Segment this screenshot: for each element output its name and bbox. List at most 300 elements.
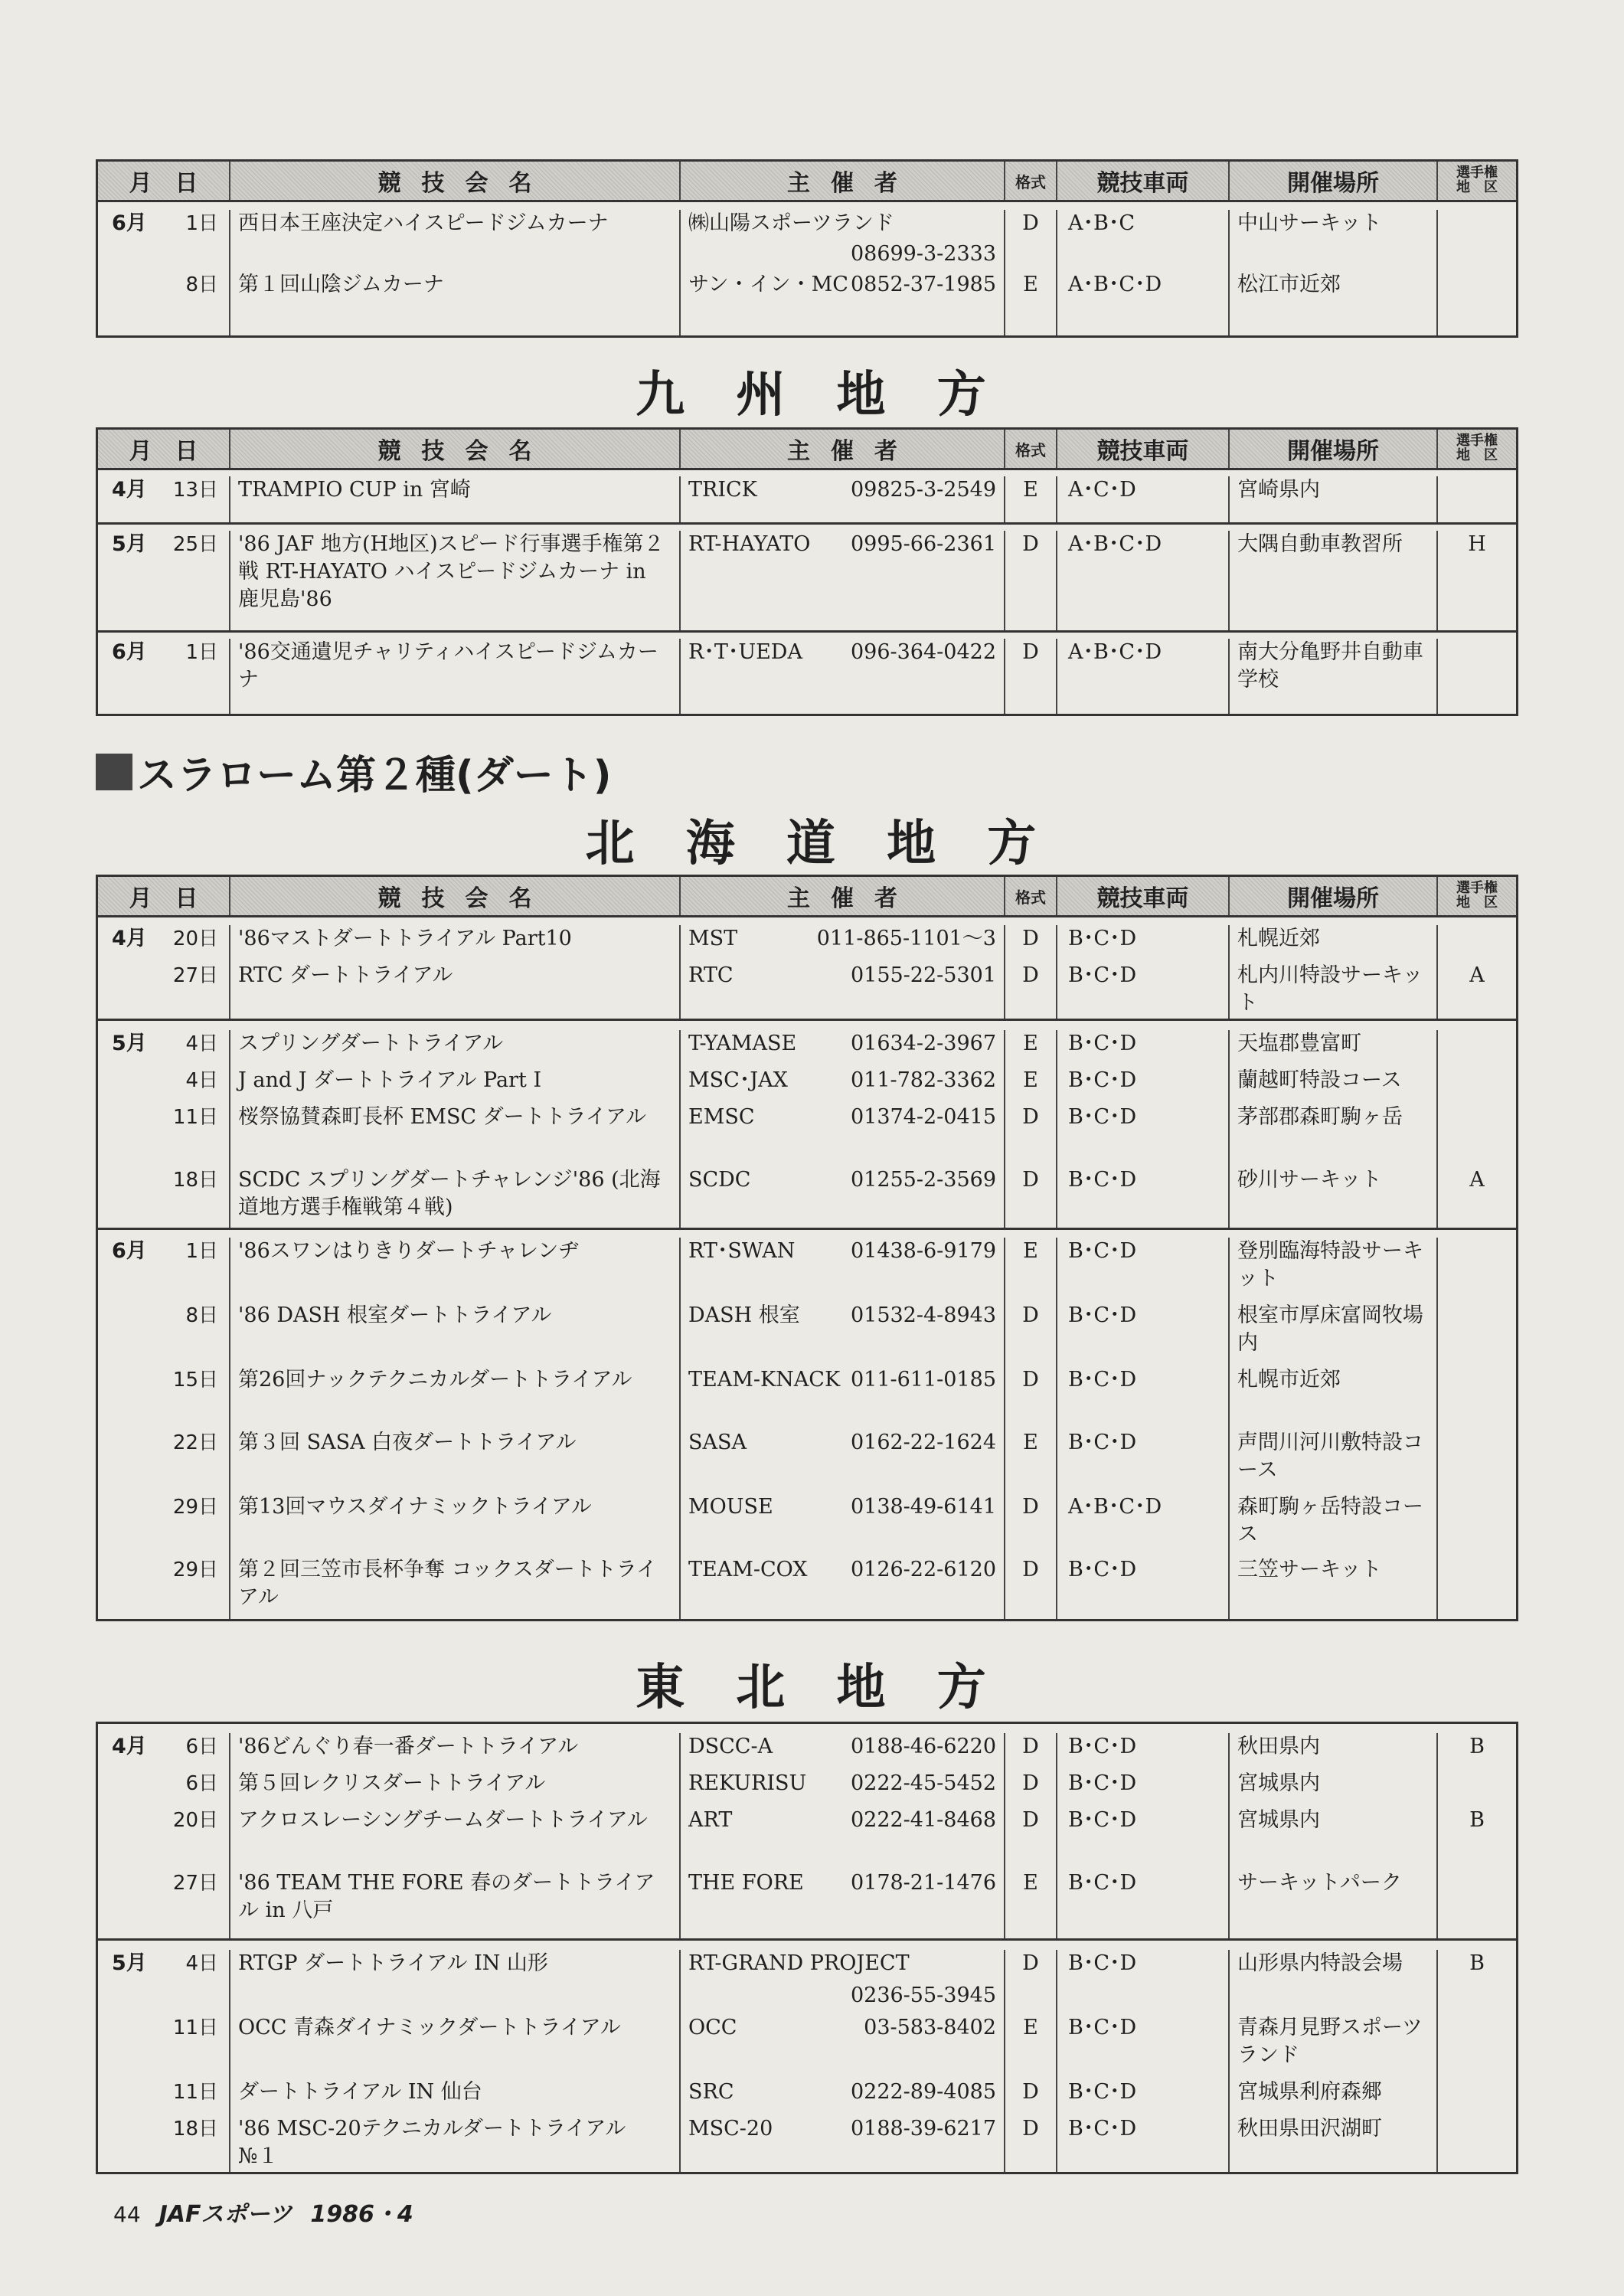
organizer-cell [681,962,1005,1019]
header-vehicles: 競技車両 [1057,877,1230,915]
organizer-phone: 03-583-8402 [864,2016,996,2039]
day-label: 20日 [172,1809,218,1832]
venue-cell: 登別臨海特設サーキット [1230,1238,1438,1302]
table-row [98,1493,1516,1556]
organizer-name: TRICK [688,478,757,502]
month-label: 6月 [112,640,147,664]
organizer-name: TEAM-COX [688,1558,808,1581]
organizer-phone: 0852-37-1985 [850,273,996,296]
table-header [98,162,1516,202]
organizer-name: T-YAMASE [688,1032,797,1055]
day-label: 11日 [172,2016,218,2039]
magazine-name: JAFスポーツ [158,2201,292,2228]
date-cell [98,2079,230,2115]
organizer-name: RT-GRAND PROJECT [688,1951,910,1975]
organizer-phone: 0236-55-3945 [850,1984,996,2007]
event-name: '86 TEAM THE FORE 春のダートトライアル in 八戸 [230,1869,681,1938]
event-name: RTC ダートトライアル [230,962,681,1019]
venue-cell: 松江市近郊 [1230,271,1438,335]
organizer-cell [681,531,1005,630]
event-name: OCC 青森ダイナミックダートトライアル [230,2014,681,2079]
table-row [98,1166,1516,1228]
event-name: 第13回マウスダイナミックトライアル [230,1493,681,1556]
organizer-cell [681,1238,1005,1302]
organizer-phone: 01634-2-3967 [850,1032,996,1055]
organizer-cell [681,1302,1005,1366]
vehicles-cell: B･C･D [1057,1556,1230,1619]
header-organizer: 主催者 [681,430,1005,468]
month-label: 4月 [112,1735,147,1758]
vehicles-cell: A･B･C･D [1057,271,1230,335]
venue-cell: 山形県内特設会場 [1230,1950,1438,2014]
month-group [98,1724,1516,1941]
format-cell: D [1005,1950,1057,2014]
venue-cell: 中山サーキット [1230,210,1438,271]
organizer-cell [681,1770,1005,1807]
organizer-phone: 08699-3-2333 [850,242,996,266]
region-cell [1438,2115,1516,2172]
organizer-phone: 0178-21-1476 [850,1871,996,1895]
month-group [98,1941,1516,2172]
table-row [98,1238,1516,1302]
organizer-cell [681,1166,1005,1228]
organizer-name: TEAM-KNACK [688,1368,841,1392]
month-group [98,633,1516,714]
table-row [98,2014,1516,2079]
header-date: 月 日 [98,877,230,915]
format-cell: E [1005,1030,1057,1067]
header-region: 選手権 地 区 [1456,880,1498,911]
region-cell [1438,639,1516,714]
day-label: 1日 [185,641,218,664]
header-format: 格式 [1005,430,1057,468]
date-cell [98,1104,230,1166]
venue-cell: 青森月見野スポーツランド [1230,2014,1438,2079]
format-cell: E [1005,1067,1057,1104]
table-row [98,1950,1516,2014]
organizer-phone: 011-865-1101～3 [816,927,996,950]
format-cell: E [1005,271,1057,335]
event-name: 第２回三笠市長杯争奪 コックスダートトライアル [230,1556,681,1619]
date-cell [98,1770,230,1807]
date-cell [98,1166,230,1228]
header-venue: 開催場所 [1230,877,1438,915]
date-cell [98,1429,230,1493]
event-name: '86どんぐり春一番ダートトライアル [230,1733,681,1770]
format-cell: D [1005,1104,1057,1166]
header-date: 月 日 [98,430,230,468]
format-cell: D [1005,1770,1057,1807]
vehicles-cell: B･C･D [1057,1067,1230,1104]
format-cell: D [1005,531,1057,630]
date-cell [98,2014,230,2079]
vehicles-cell: B･C･D [1057,1104,1230,1166]
organizer-phone: 011-782-3362 [850,1068,996,1092]
day-label: 13日 [172,479,218,502]
day-label: 22日 [172,1431,218,1454]
venue-cell: 宮城県内 [1230,1770,1438,1807]
venue-cell: 蘭越町特設コース [1230,1067,1438,1104]
vehicles-cell: B･C･D [1057,1166,1230,1228]
day-label: 1日 [185,212,218,235]
organizer-cell [681,2014,1005,2079]
header-region: 選手権 地 区 [1456,433,1498,463]
month-group [98,525,1516,633]
vehicles-cell: B･C･D [1057,1429,1230,1493]
section-title-tohoku: 東北地方 [636,1660,1037,1716]
day-label: 11日 [172,2081,218,2104]
date-cell [98,639,230,714]
region-cell [1438,1030,1516,1067]
header-organizer: 主催者 [681,162,1005,200]
vehicles-cell: B･C･D [1057,925,1230,962]
date-cell [98,210,230,271]
page-footer [113,2195,413,2229]
format-cell: D [1005,210,1057,271]
month-label: 4月 [112,927,147,950]
month-label: 5月 [112,1951,147,1975]
day-label: 4日 [185,1952,218,1975]
month-group [98,1021,1516,1230]
header-venue: 開催場所 [1230,162,1438,200]
vehicles-cell: B･C･D [1057,1366,1230,1429]
event-name: J and J ダートトライアル Part Ⅰ [230,1067,681,1104]
vehicles-cell: B･C･D [1057,1950,1230,2014]
organizer-cell [681,1429,1005,1493]
organizer-phone: 0995-66-2361 [850,532,996,556]
table-body [98,1724,1516,2172]
organizer-phone: 0126-22-6120 [850,1558,996,1581]
organizer-phone: 011-611-0185 [850,1368,996,1392]
header-organizer: 主催者 [681,877,1005,915]
date-cell [98,476,230,522]
venue-cell: 秋田県内 [1230,1733,1438,1770]
vehicles-cell: B･C･D [1057,962,1230,1019]
venue-cell: 札幌市近郊 [1230,1366,1438,1429]
region-cell [1438,1770,1516,1807]
day-label: 6日 [185,1772,218,1795]
event-name: 第１回山陰ジムカーナ [230,271,681,335]
region-cell [1438,476,1516,522]
organizer-phone: 0222-45-5452 [850,1771,996,1795]
table-body [98,917,1516,1619]
venue-cell: 宮城県利府森郷 [1230,2079,1438,2115]
region-cell [1438,1493,1516,1556]
issue-date: 1986・4 [310,2201,413,2228]
table-row [98,2079,1516,2115]
organizer-name: REKURISU [688,1771,807,1795]
region-cell [1438,210,1516,271]
event-name: 桜祭協賛森町長杯 EMSC ダートトライアル [230,1104,681,1166]
organizer-name: MST [688,927,738,950]
event-name: '86 JAF 地方(H地区)スピード行事選手権第２戦 RT-HAYATO ハイスピードジムカーナ in 鹿児島'86 [230,531,681,630]
organizer-cell [681,476,1005,522]
format-cell: D [1005,2079,1057,2115]
organizer-name: サン・イン・MC [688,273,848,296]
event-name: '86マストダートトライアル Part10 [230,925,681,962]
table-header [98,430,1516,470]
venue-cell: 三笠サーキット [1230,1556,1438,1619]
format-cell: E [1005,1869,1057,1938]
page-number: 44 [113,2202,141,2227]
header-vehicles: 競技車両 [1057,430,1230,468]
organizer-name: RT-HAYATO [688,532,811,556]
organizer-phone: 0188-39-6217 [850,2117,996,2141]
table-row [98,925,1516,962]
venue-cell: 札内川特設サーキット [1230,962,1438,1019]
organizer-cell [681,1556,1005,1619]
header-venue: 開催場所 [1230,430,1438,468]
day-label: 18日 [172,2118,218,2141]
format-cell: D [1005,1166,1057,1228]
month-group [98,1230,1516,1619]
region-cell: B [1469,1808,1485,1832]
organizer-name: SCDC [688,1168,751,1192]
format-cell: D [1005,962,1057,1019]
event-name: RTGP ダートトライアル IN 山形 [230,1950,681,2014]
category-title: スラローム第２種(ダート) [137,753,612,799]
organizer-cell [681,2115,1005,2172]
venue-cell: 南大分亀野井自動車学校 [1230,639,1438,714]
date-cell [98,271,230,335]
organizer-phone: 01532-4-8943 [850,1303,996,1327]
date-cell [98,1950,230,2014]
date-cell [98,1493,230,1556]
header-vehicles: 競技車両 [1057,162,1230,200]
organizer-cell [681,210,1005,271]
vehicles-cell: A･B･C･D [1057,1493,1230,1556]
day-label: 27日 [172,1872,218,1895]
venue-cell: 宮崎県内 [1230,476,1438,522]
header-format: 格式 [1005,877,1057,915]
month-label: 4月 [112,478,147,502]
event-name: アクロスレーシングチームダートトライアル [230,1807,681,1869]
table-body [98,202,1516,335]
region-cell: A [1469,963,1485,987]
format-cell: E [1005,2014,1057,2079]
table-row [98,1556,1516,1619]
header-format: 格式 [1005,162,1057,200]
organizer-name: SRC [688,2080,734,2104]
format-cell: E [1005,1238,1057,1302]
vehicles-cell: B･C･D [1057,1302,1230,1366]
table-row [98,1366,1516,1429]
vehicles-cell: A･C･D [1057,476,1230,522]
table-row [98,1733,1516,1770]
venue-cell: 宮城県内 [1230,1807,1438,1869]
organizer-name: DASH 根室 [688,1303,800,1327]
venue-cell: サーキットパーク [1230,1869,1438,1938]
date-cell [98,1869,230,1938]
section-title-hokkaido: 北海道地方 [585,816,1088,872]
format-cell: D [1005,925,1057,962]
vehicles-cell: A･B･C･D [1057,639,1230,714]
organizer-phone: 01255-2-3569 [850,1168,996,1192]
month-label: 5月 [112,532,147,556]
schedule-table-tohoku [96,1722,1518,2174]
table-row [98,1302,1516,1366]
organizer-phone: 0155-22-5301 [850,963,996,987]
header-event: 競技会名 [230,430,681,468]
organizer-cell [681,1104,1005,1166]
vehicles-cell: B･C･D [1057,1807,1230,1869]
date-cell [98,962,230,1019]
day-label: 1日 [185,1240,218,1263]
category-heading [96,743,612,800]
date-cell [98,1733,230,1770]
organizer-phone: 0188-46-6220 [850,1735,996,1758]
organizer-name: EMSC [688,1105,755,1129]
vehicles-cell: B･C･D [1057,1770,1230,1807]
organizer-cell [681,1030,1005,1067]
region-cell: B [1469,1951,1485,1975]
table-header [98,877,1516,917]
vehicles-cell: A･B･C･D [1057,531,1230,630]
organizer-phone: 09825-3-2549 [850,478,996,502]
table-row [98,476,1516,522]
region-cell: H [1468,532,1486,556]
organizer-name: ART [688,1808,733,1832]
table-row [98,1104,1516,1166]
table-row [98,531,1516,630]
organizer-phone: 0138-49-6141 [850,1495,996,1519]
date-cell [98,925,230,962]
organizer-cell [681,1067,1005,1104]
organizer-cell [681,1366,1005,1429]
event-name: '86スワンはりきりダートチャレンヂ [230,1238,681,1302]
month-label: 6月 [112,211,147,235]
date-cell [98,1030,230,1067]
schedule-table-chugoku [96,159,1518,338]
vehicles-cell: A･B･C [1057,210,1230,271]
header-date: 月 日 [98,162,230,200]
event-name: SCDC スプリングダートチャレンジ'86 (北海道地方選手権戦第４戦) [230,1166,681,1228]
organizer-cell [681,271,1005,335]
event-name: 第５回レクリスダートトライアル [230,1770,681,1807]
month-group [98,917,1516,1021]
venue-cell: 根室市厚床富岡牧場内 [1230,1302,1438,1366]
region-cell [1438,2079,1516,2115]
table-row [98,1030,1516,1067]
region-cell [1438,1238,1516,1302]
vehicles-cell: B･C･D [1057,1869,1230,1938]
organizer-cell [681,1733,1005,1770]
table-row [98,1807,1516,1869]
organizer-name: ㈱山陽スポーツランド [688,211,894,235]
day-label: 8日 [185,273,218,296]
header-event: 競技会名 [230,162,681,200]
organizer-name: MOUSE [688,1495,773,1519]
section-title-kyushu: 九州地方 [636,367,1037,424]
format-cell: E [1005,476,1057,522]
organizer-name: MSC-20 [688,2117,773,2141]
region-cell [1438,1104,1516,1166]
event-name: '86 MSC-20テクニカルダートトライアル №１ [230,2115,681,2172]
table-row [98,639,1516,714]
square-bullet-icon [96,754,132,790]
organizer-phone: 0222-41-8468 [850,1808,996,1832]
format-cell: D [1005,639,1057,714]
event-name: TRAMPIO CUP in 宮崎 [230,476,681,522]
day-label: 15日 [172,1369,218,1392]
day-label: 11日 [172,1106,218,1129]
region-cell: B [1469,1735,1485,1758]
organizer-cell [681,1493,1005,1556]
event-name: 第26回ナックテクニカルダートトライアル [230,1366,681,1429]
region-cell [1438,1366,1516,1429]
month-group [98,470,1516,525]
day-label: 25日 [172,533,218,556]
day-label: 6日 [185,1735,218,1758]
month-label: 5月 [112,1032,147,1055]
organizer-name: DSCC-A [688,1735,773,1758]
header-event: 競技会名 [230,877,681,915]
organizer-cell [681,1807,1005,1869]
date-cell [98,1302,230,1366]
date-cell [98,2115,230,2172]
organizer-phone: 096-364-0422 [850,640,996,664]
organizer-cell [681,925,1005,962]
date-cell [98,1238,230,1302]
event-name: 第３回 SASA 白夜ダートトライアル [230,1429,681,1493]
region-cell [1438,1302,1516,1366]
table-row [98,1869,1516,1938]
format-cell: D [1005,1493,1057,1556]
month-group [98,202,1516,335]
month-label: 6月 [112,1239,147,1263]
vehicles-cell: B･C･D [1057,1733,1230,1770]
table-row [98,962,1516,1019]
venue-cell: 森町駒ヶ岳特設コース [1230,1493,1438,1556]
table-row [98,271,1516,335]
region-cell [1438,1429,1516,1493]
region-cell [1438,271,1516,335]
venue-cell: 大隅自動車教習所 [1230,531,1438,630]
day-label: 29日 [172,1558,218,1581]
vehicles-cell: B･C･D [1057,1238,1230,1302]
region-cell [1438,1869,1516,1938]
region-cell [1438,1067,1516,1104]
organizer-phone: 01374-2-0415 [850,1105,996,1129]
format-cell: D [1005,1302,1057,1366]
date-cell [98,1067,230,1104]
organizer-phone: 0162-22-1624 [850,1431,996,1454]
region-cell [1438,925,1516,962]
schedule-table-hokkaido [96,875,1518,1621]
event-name: 西日本王座決定ハイスピードジムカーナ [230,210,681,271]
day-label: 29日 [172,1496,218,1519]
table-row [98,210,1516,271]
event-name: ダートトライアル IN 仙台 [230,2079,681,2115]
format-cell: D [1005,1807,1057,1869]
organizer-phone: 0222-89-4085 [850,2080,996,2104]
organizer-name: THE FORE [688,1871,804,1895]
format-cell: E [1005,1429,1057,1493]
event-name: '86 DASH 根室ダートトライアル [230,1302,681,1366]
day-label: 4日 [185,1069,218,1092]
vehicles-cell: B･C･D [1057,2115,1230,2172]
organizer-cell [681,2079,1005,2115]
day-label: 27日 [172,964,218,987]
venue-cell: 声問川河川敷特設コース [1230,1429,1438,1493]
organizer-name: OCC [688,2016,737,2039]
table-row [98,2115,1516,2172]
date-cell [98,1807,230,1869]
organizer-cell [681,1950,1005,2014]
region-cell [1438,2014,1516,2079]
table-body [98,470,1516,714]
event-name: '86交通遺児チャリティハイスピードジムカーナ [230,639,681,714]
